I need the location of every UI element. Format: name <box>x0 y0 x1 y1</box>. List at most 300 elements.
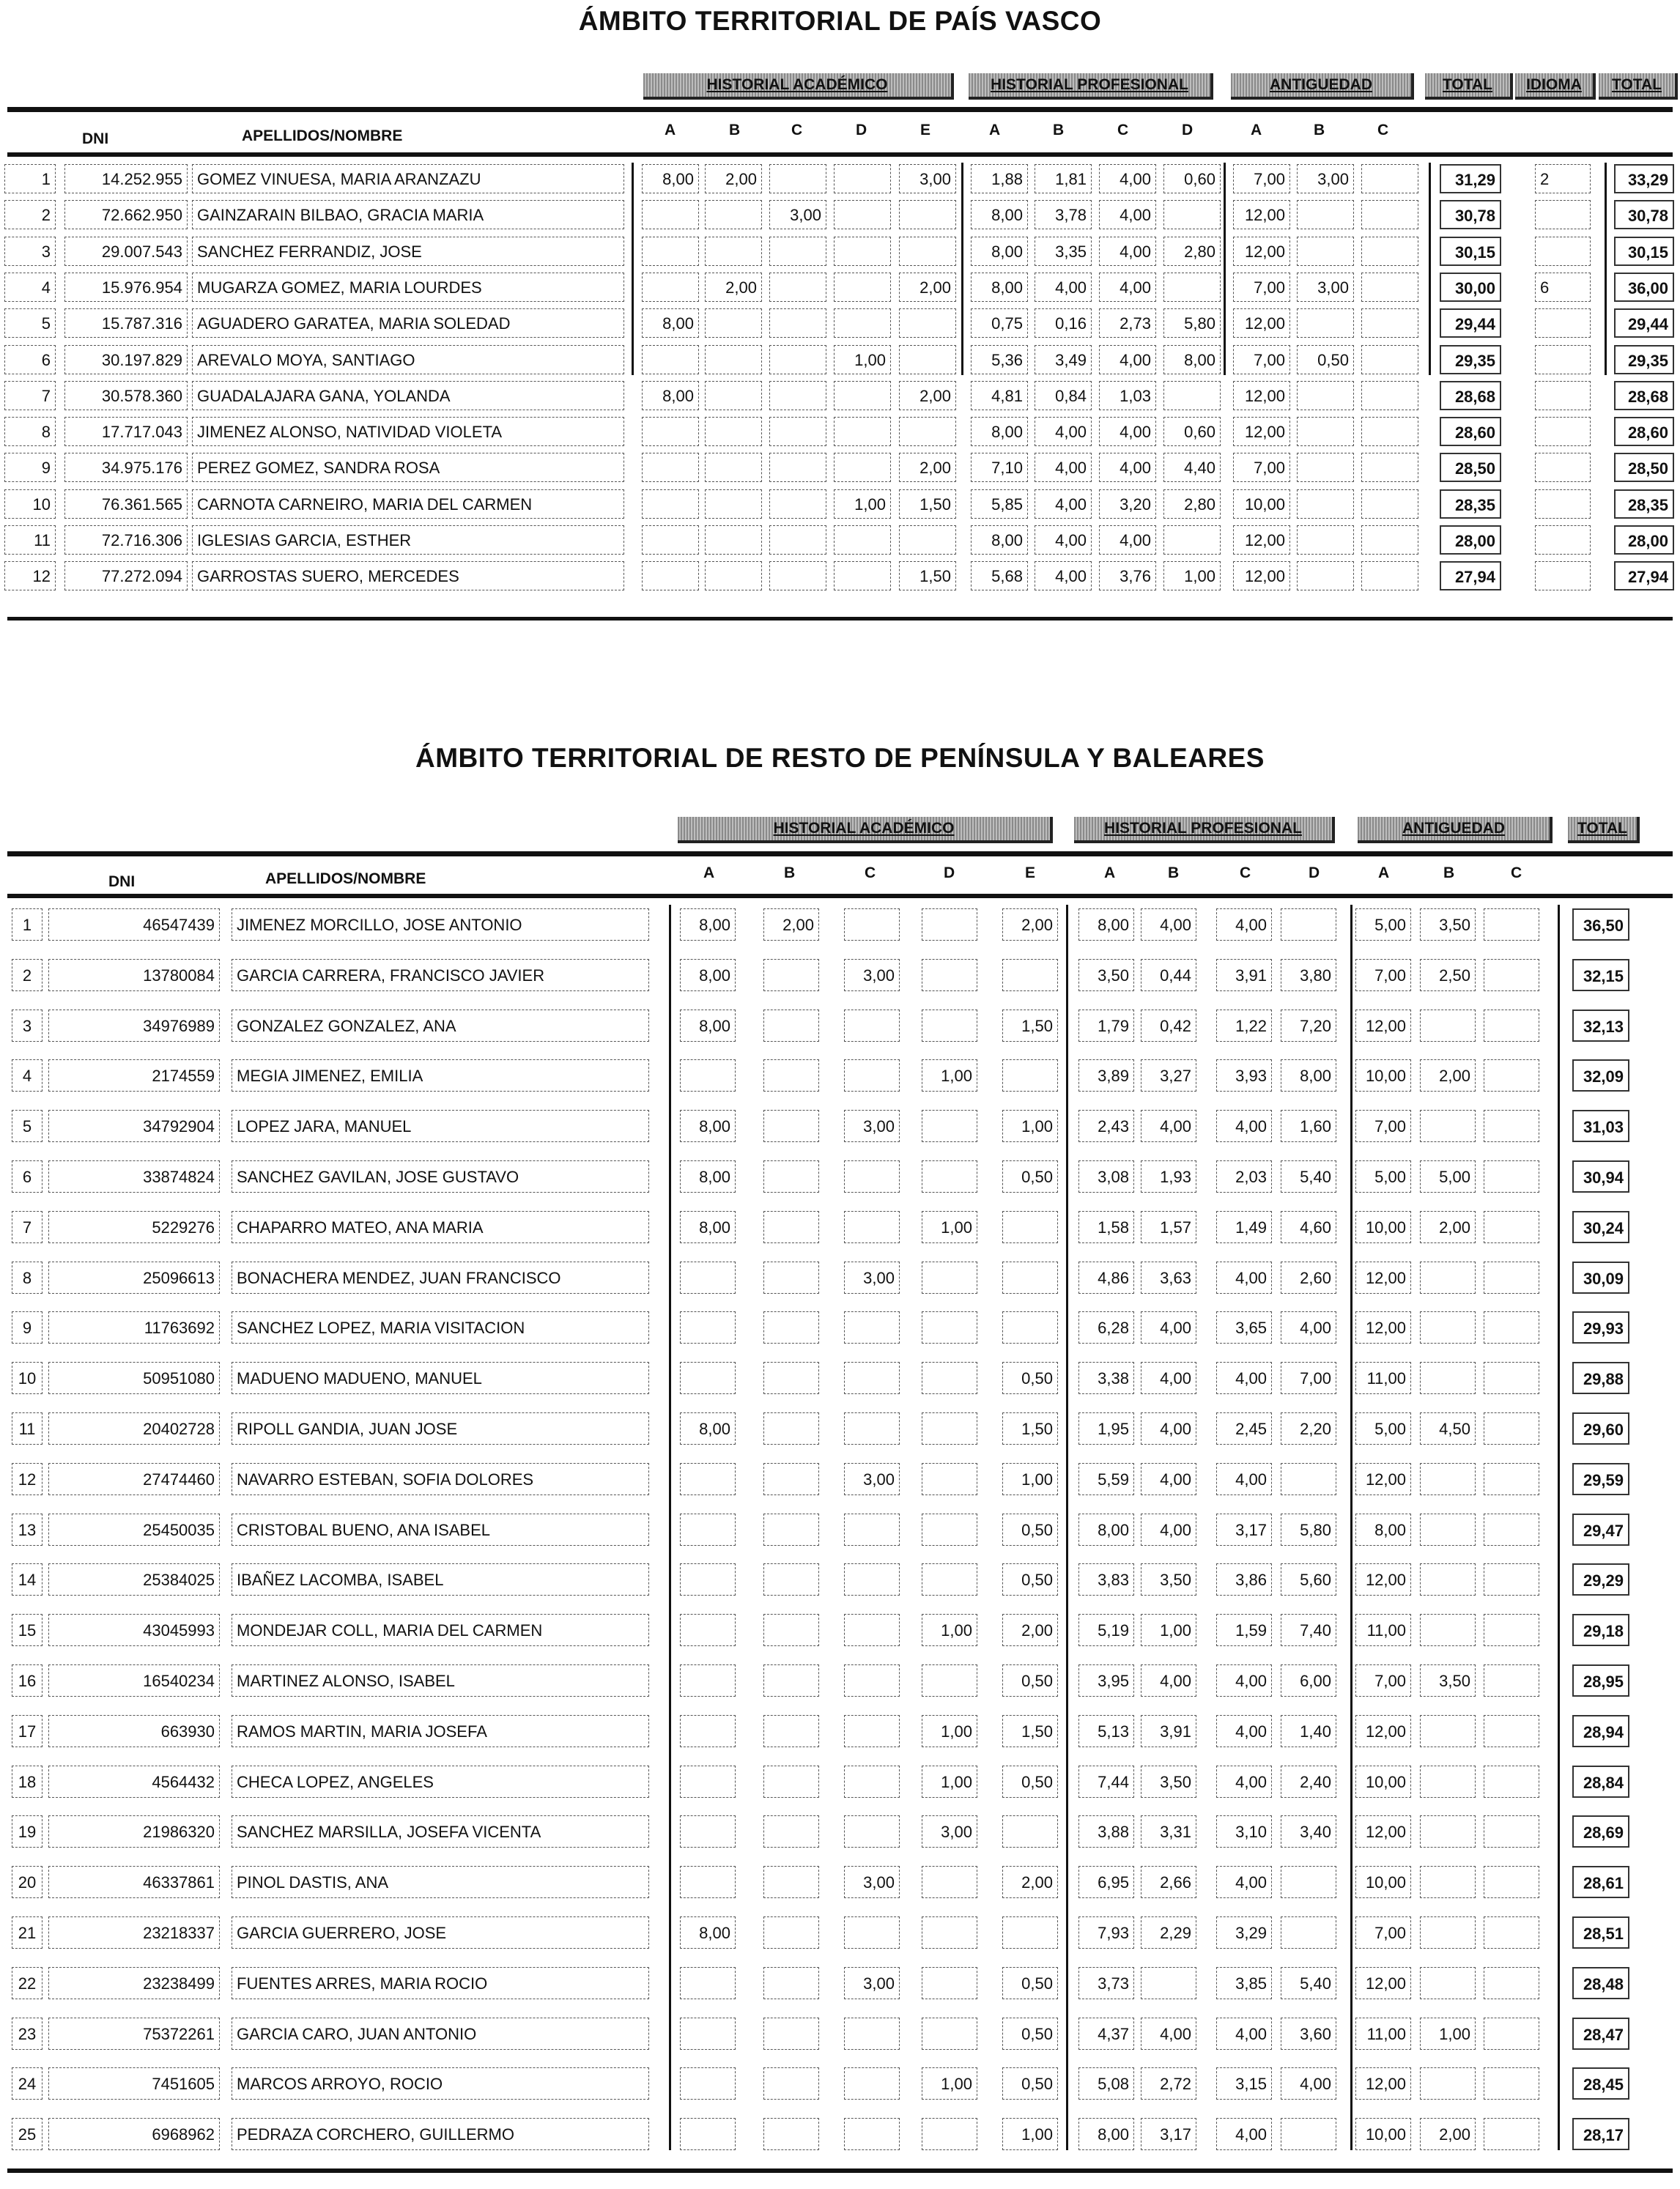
antiguedad-cell-b <box>1420 1916 1476 1949</box>
total-cell: 36,50 <box>1572 908 1629 941</box>
profesional-cell-c: 4,00 <box>1099 453 1156 482</box>
academico-cell-b <box>705 525 762 555</box>
antiguedad-cell-b <box>1420 1010 1476 1042</box>
profesional-cell-b: 2,72 <box>1141 2067 1196 2100</box>
antiguedad-cell-a: 10,00 <box>1233 489 1290 519</box>
name-cell: MONDEJAR COLL, MARIA DEL CARMEN <box>232 1614 649 1646</box>
row-number: 13 <box>12 1514 42 1546</box>
antiguedad-cell-b <box>1420 1514 1476 1546</box>
academico-cell-d: 1,00 <box>922 1715 977 1747</box>
antiguedad-cell-b <box>1297 308 1354 338</box>
antiguedad-cell-c <box>1361 273 1418 302</box>
profesional-cell-d <box>1281 908 1336 941</box>
antiguedad-cell-a: 7,00 <box>1355 1916 1411 1949</box>
antiguedad-cell-a: 12,00 <box>1355 2067 1411 2100</box>
row-number: 2 <box>4 200 56 229</box>
academico-cell-e <box>1002 1916 1058 1949</box>
academico-cell-e: 1,50 <box>1002 1010 1058 1042</box>
column-header-ha-d: D <box>856 122 867 138</box>
antiguedad-cell-b <box>1420 1262 1476 1294</box>
academico-cell-e: 1,00 <box>1002 2118 1058 2150</box>
total-cell: 28,95 <box>1572 1664 1629 1697</box>
total-cell: 29,88 <box>1572 1362 1629 1394</box>
total-cell: 28,51 <box>1572 1916 1629 1949</box>
academico-cell-a <box>680 1514 736 1546</box>
academico-cell-a: 8,00 <box>642 164 699 193</box>
section-end-rule <box>7 2168 1673 2173</box>
profesional-cell-a: 8,00 <box>971 200 1028 229</box>
antiguedad-cell-c <box>1484 1563 1539 1596</box>
total-cell: 31,29 <box>1440 164 1501 193</box>
table-row <box>0 1059 1680 1092</box>
column-header-hp-c: C <box>1240 864 1251 881</box>
profesional-cell-d: 2,80 <box>1163 489 1221 519</box>
antiguedad-cell-c <box>1361 237 1418 266</box>
antiguedad-cell-a: 12,00 <box>1233 525 1290 555</box>
profesional-cell-b: 1,81 <box>1035 164 1092 193</box>
antiguedad-cell-a: 7,00 <box>1355 959 1411 991</box>
table-row <box>0 308 1680 338</box>
academico-cell-d <box>922 1010 977 1042</box>
row-number: 24 <box>12 2067 42 2100</box>
column-header-ha-e: E <box>1025 864 1036 881</box>
total-cell: 30,24 <box>1572 1211 1629 1243</box>
academico-cell-c <box>844 1362 900 1394</box>
academico-cell-b <box>763 1866 819 1898</box>
antiguedad-cell-c <box>1484 1160 1539 1193</box>
academico-cell-c: 3,00 <box>844 1967 900 1999</box>
row-number: 5 <box>12 1110 42 1142</box>
row-number: 22 <box>12 1967 42 1999</box>
profesional-cell-c: 4,00 <box>1216 1766 1272 1798</box>
academico-cell-a: 8,00 <box>680 908 736 941</box>
profesional-cell-d: 4,40 <box>1163 453 1221 482</box>
total-cell: 31,03 <box>1572 1110 1629 1142</box>
academico-cell-c: 3,00 <box>844 1262 900 1294</box>
profesional-cell-c: 4,00 <box>1216 2018 1272 2050</box>
profesional-cell-a: 5,13 <box>1078 1715 1134 1747</box>
academico-cell-a <box>680 1362 736 1394</box>
row-number: 17 <box>12 1715 42 1747</box>
row-number: 7 <box>12 1211 42 1243</box>
academico-cell-a <box>642 200 699 229</box>
dni-cell: 75372261 <box>48 2018 220 2050</box>
total-cell: 28,94 <box>1572 1715 1629 1747</box>
antiguedad-cell-c <box>1484 1463 1539 1495</box>
row-number: 1 <box>4 164 56 193</box>
profesional-cell-c: 4,00 <box>1099 237 1156 266</box>
column-header-dni: DNI <box>108 873 136 890</box>
antiguedad-cell-c <box>1484 908 1539 941</box>
antiguedad-cell-c <box>1484 1412 1539 1445</box>
row-number: 21 <box>12 1916 42 1949</box>
academico-cell-e: 0,50 <box>1002 2067 1058 2100</box>
profesional-cell-c: 4,00 <box>1099 525 1156 555</box>
antiguedad-cell-b <box>1420 1614 1476 1646</box>
dni-cell: 34792904 <box>48 1110 220 1142</box>
profesional-cell-a: 3,73 <box>1078 1967 1134 1999</box>
group-header-total: TOTAL <box>1568 817 1640 843</box>
profesional-cell-b: 1,57 <box>1141 1211 1196 1243</box>
academico-cell-a <box>680 1967 736 1999</box>
antiguedad-cell-b <box>1420 1563 1476 1596</box>
profesional-cell-d: 5,80 <box>1281 1514 1336 1546</box>
academico-cell-c <box>769 308 826 338</box>
profesional-cell-d: 1,60 <box>1281 1110 1336 1142</box>
profesional-cell-b: 0,44 <box>1141 959 1196 991</box>
name-cell: JIMENEZ ALONSO, NATIVIDAD VIOLETA <box>192 417 624 446</box>
table-row <box>0 1211 1680 1243</box>
academico-cell-d <box>922 1362 977 1394</box>
academico-cell-e: 0,50 <box>1002 2018 1058 2050</box>
antiguedad-cell-b <box>1420 1715 1476 1747</box>
academico-cell-b <box>705 237 762 266</box>
antiguedad-cell-c <box>1484 2018 1539 2050</box>
academico-cell-b <box>763 1211 819 1243</box>
column-header-an-a: A <box>1251 122 1262 138</box>
row-number: 2 <box>12 959 42 991</box>
antiguedad-cell-b <box>1420 2067 1476 2100</box>
profesional-cell-d: 0,60 <box>1163 417 1221 446</box>
profesional-cell-c: 4,00 <box>1216 1362 1272 1394</box>
profesional-cell-c: 2,03 <box>1216 1160 1272 1193</box>
name-cell: GARCIA CARRERA, FRANCISCO JAVIER <box>232 959 649 991</box>
profesional-cell-b: 3,49 <box>1035 345 1092 374</box>
academico-cell-a <box>680 1059 736 1092</box>
academico-cell-c: 3,00 <box>844 1866 900 1898</box>
academico-cell-c <box>844 2067 900 2100</box>
table-row <box>0 345 1680 374</box>
academico-cell-a <box>680 1766 736 1798</box>
profesional-cell-d <box>1281 1866 1336 1898</box>
academico-cell-a: 8,00 <box>680 1010 736 1042</box>
academico-cell-c <box>844 1916 900 1949</box>
antiguedad-cell-c <box>1484 1362 1539 1394</box>
academico-cell-a: 8,00 <box>642 381 699 410</box>
profesional-cell-d <box>1281 2118 1336 2150</box>
idioma-cell: 2 <box>1535 164 1591 193</box>
name-cell: GARCIA GUERRERO, JOSE <box>232 1916 649 1949</box>
antiguedad-cell-b: 5,00 <box>1420 1160 1476 1193</box>
column-header-ha-a: A <box>665 122 676 138</box>
name-cell: CHECA LOPEZ, ANGELES <box>232 1766 649 1798</box>
table-row <box>0 1766 1680 1798</box>
total-cell: 30,78 <box>1440 200 1501 229</box>
group-header-idioma: IDIOMA <box>1515 73 1596 100</box>
profesional-cell-a: 7,44 <box>1078 1766 1134 1798</box>
academico-cell-b <box>763 1059 819 1092</box>
academico-cell-e: 1,50 <box>1002 1412 1058 1445</box>
antiguedad-cell-b: 0,50 <box>1297 345 1354 374</box>
academico-cell-e <box>1002 1059 1058 1092</box>
profesional-cell-a: 5,85 <box>971 489 1028 519</box>
antiguedad-cell-b: 3,00 <box>1297 273 1354 302</box>
academico-cell-e <box>899 308 956 338</box>
profesional-cell-c: 3,65 <box>1216 1311 1272 1344</box>
profesional-cell-c: 4,00 <box>1216 1262 1272 1294</box>
profesional-cell-d: 8,00 <box>1281 1059 1336 1092</box>
dni-cell: 20402728 <box>48 1412 220 1445</box>
name-cell: GONZALEZ GONZALEZ, ANA <box>232 1010 649 1042</box>
academico-cell-a: 8,00 <box>680 1412 736 1445</box>
profesional-cell-b: 2,29 <box>1141 1916 1196 1949</box>
profesional-cell-b: 0,42 <box>1141 1010 1196 1042</box>
idioma-cell <box>1535 525 1591 555</box>
column-header-ha-d: D <box>944 864 955 881</box>
profesional-cell-c: 4,00 <box>1216 1715 1272 1747</box>
academico-cell-e: 1,50 <box>899 489 956 519</box>
profesional-cell-b: 4,00 <box>1035 525 1092 555</box>
dni-cell: 34.975.176 <box>64 453 188 482</box>
antiguedad-cell-c <box>1484 1664 1539 1697</box>
academico-cell-b <box>763 1967 819 1999</box>
academico-cell-c <box>844 1412 900 1445</box>
academico-cell-a <box>680 1311 736 1344</box>
row-number: 6 <box>4 345 56 374</box>
name-cell: SANCHEZ LOPEZ, MARIA VISITACION <box>232 1311 649 1344</box>
column-header-ha-e: E <box>920 122 931 138</box>
antiguedad-cell-c <box>1361 308 1418 338</box>
row-number: 12 <box>12 1463 42 1495</box>
academico-cell-c <box>844 1614 900 1646</box>
column-header-hp-a: A <box>1104 864 1116 881</box>
academico-cell-a <box>642 561 699 590</box>
profesional-cell-b: 4,00 <box>1141 908 1196 941</box>
profesional-cell-a: 8,00 <box>971 237 1028 266</box>
academico-cell-d <box>922 1866 977 1898</box>
header-rule-top <box>7 851 1673 856</box>
academico-cell-b <box>763 1715 819 1747</box>
dni-cell: 7451605 <box>48 2067 220 2100</box>
profesional-cell-b: 3,35 <box>1035 237 1092 266</box>
dni-cell: 25096613 <box>48 1262 220 1294</box>
total-cell: 28,61 <box>1572 1866 1629 1898</box>
total-cell: 28,48 <box>1572 1967 1629 1999</box>
academico-cell-d <box>922 1262 977 1294</box>
profesional-cell-d <box>1163 381 1221 410</box>
antiguedad-cell-c <box>1484 959 1539 991</box>
dni-cell: 14.252.955 <box>64 164 188 193</box>
antiguedad-cell-b: 3,50 <box>1420 908 1476 941</box>
academico-cell-c <box>844 1311 900 1344</box>
antiguedad-cell-a: 7,00 <box>1233 345 1290 374</box>
academico-cell-a: 8,00 <box>642 308 699 338</box>
profesional-cell-a: 5,59 <box>1078 1463 1134 1495</box>
dni-cell: 23218337 <box>48 1916 220 1949</box>
table-row <box>0 561 1680 590</box>
table-row <box>0 489 1680 519</box>
antiguedad-cell-a: 12,00 <box>1233 308 1290 338</box>
table-row <box>0 1160 1680 1193</box>
total-cell: 29,47 <box>1572 1514 1629 1546</box>
academico-cell-c <box>769 561 826 590</box>
profesional-cell-a: 5,19 <box>1078 1614 1134 1646</box>
academico-cell-b <box>705 561 762 590</box>
antiguedad-cell-b <box>1420 1362 1476 1394</box>
row-number: 6 <box>12 1160 42 1193</box>
academico-cell-d: 1,00 <box>834 345 891 374</box>
column-header-hp-a: A <box>989 122 1001 138</box>
total-final-cell: 33,29 <box>1614 164 1674 193</box>
profesional-cell-c: 4,00 <box>1099 345 1156 374</box>
row-number: 20 <box>12 1866 42 1898</box>
academico-cell-b <box>705 417 762 446</box>
academico-cell-e: 2,00 <box>1002 1614 1058 1646</box>
academico-cell-e: 3,00 <box>899 164 956 193</box>
column-header-ha-c: C <box>791 122 803 138</box>
academico-cell-d <box>834 561 891 590</box>
academico-cell-c <box>844 1059 900 1092</box>
row-number: 4 <box>12 1059 42 1092</box>
profesional-cell-a: 8,00 <box>1078 2118 1134 2150</box>
dni-cell: 23238499 <box>48 1967 220 1999</box>
total-cell: 29,60 <box>1572 1412 1629 1445</box>
profesional-cell-b: 0,16 <box>1035 308 1092 338</box>
table-row <box>0 959 1680 991</box>
antiguedad-cell-b <box>1297 237 1354 266</box>
idioma-cell: 6 <box>1535 273 1591 302</box>
separator-total <box>1429 163 1431 375</box>
academico-cell-b <box>763 1614 819 1646</box>
academico-cell-a <box>680 1866 736 1898</box>
profesional-cell-b: 4,00 <box>1141 1110 1196 1142</box>
academico-cell-d <box>922 1412 977 1445</box>
total-final-cell: 27,94 <box>1614 561 1674 590</box>
profesional-cell-c: 1,59 <box>1216 1614 1272 1646</box>
academico-cell-a <box>680 1664 736 1697</box>
total-final-cell: 28,00 <box>1614 525 1674 555</box>
academico-cell-d <box>834 381 891 410</box>
table-row <box>0 1412 1680 1445</box>
academico-cell-a <box>642 525 699 555</box>
dni-cell: 6968962 <box>48 2118 220 2150</box>
academico-cell-e: 2,00 <box>899 453 956 482</box>
total-cell: 28,50 <box>1440 453 1501 482</box>
table-row <box>0 908 1680 941</box>
row-number: 5 <box>4 308 56 338</box>
academico-cell-b <box>763 1916 819 1949</box>
name-cell: SANCHEZ MARSILLA, JOSEFA VICENTA <box>232 1815 649 1848</box>
antiguedad-cell-c <box>1484 1614 1539 1646</box>
academico-cell-d <box>922 1160 977 1193</box>
column-header-ha-a: A <box>703 864 715 881</box>
profesional-cell-b: 3,78 <box>1035 200 1092 229</box>
name-cell: MARTINEZ ALONSO, ISABEL <box>232 1664 649 1697</box>
profesional-cell-b: 4,00 <box>1035 453 1092 482</box>
antiguedad-cell-b <box>1297 561 1354 590</box>
profesional-cell-d: 4,60 <box>1281 1211 1336 1243</box>
academico-cell-b <box>763 1412 819 1445</box>
antiguedad-cell-c <box>1484 1059 1539 1092</box>
section-title: ÁMBITO TERRITORIAL DE PAÍS VASCO <box>578 6 1102 36</box>
name-cell: PEREZ GOMEZ, SANDRA ROSA <box>192 453 624 482</box>
total-final-cell: 28,50 <box>1614 453 1674 482</box>
profesional-cell-c: 3,93 <box>1216 1059 1272 1092</box>
academico-cell-d: 1,00 <box>922 1059 977 1092</box>
academico-cell-a: 8,00 <box>680 959 736 991</box>
academico-cell-a <box>642 345 699 374</box>
antiguedad-cell-c <box>1484 1514 1539 1546</box>
academico-cell-b: 2,00 <box>763 908 819 941</box>
antiguedad-cell-b: 3,00 <box>1297 164 1354 193</box>
profesional-cell-c: 3,15 <box>1216 2067 1272 2100</box>
academico-cell-c <box>769 525 826 555</box>
profesional-cell-d: 0,60 <box>1163 164 1221 193</box>
dni-cell: 43045993 <box>48 1614 220 1646</box>
dni-cell: 29.007.543 <box>64 237 188 266</box>
idioma-cell <box>1535 489 1591 519</box>
academico-cell-c <box>769 417 826 446</box>
profesional-cell-d: 7,00 <box>1281 1362 1336 1394</box>
dni-cell: 50951080 <box>48 1362 220 1394</box>
academico-cell-a <box>680 1563 736 1596</box>
name-cell: AGUADERO GARATEA, MARIA SOLEDAD <box>192 308 624 338</box>
academico-cell-a <box>680 2067 736 2100</box>
total-cell: 28,00 <box>1440 525 1501 555</box>
name-cell: MARCOS ARROYO, ROCIO <box>232 2067 649 2100</box>
header-rule-bottom <box>7 152 1673 157</box>
profesional-cell-b: 3,27 <box>1141 1059 1196 1092</box>
profesional-cell-a: 8,00 <box>1078 1514 1134 1546</box>
academico-cell-d <box>922 1110 977 1142</box>
profesional-cell-c: 3,85 <box>1216 1967 1272 1999</box>
profesional-cell-a: 6,28 <box>1078 1311 1134 1344</box>
profesional-cell-a: 3,38 <box>1078 1362 1134 1394</box>
antiguedad-cell-a: 5,00 <box>1355 1412 1411 1445</box>
row-number: 10 <box>12 1362 42 1394</box>
row-number: 8 <box>12 1262 42 1294</box>
academico-cell-e: 2,00 <box>899 273 956 302</box>
academico-cell-c <box>844 1211 900 1243</box>
name-cell: RAMOS MARTIN, MARIA JOSEFA <box>232 1715 649 1747</box>
antiguedad-cell-a: 12,00 <box>1233 200 1290 229</box>
antiguedad-cell-c <box>1361 381 1418 410</box>
academico-cell-c <box>769 381 826 410</box>
column-header-ha-b: B <box>729 122 741 138</box>
academico-cell-d <box>922 1967 977 1999</box>
idioma-cell <box>1535 237 1591 266</box>
total-cell: 28,47 <box>1572 2018 1629 2050</box>
academico-cell-d <box>834 453 891 482</box>
academico-cell-c <box>844 1815 900 1848</box>
antiguedad-cell-b <box>1297 417 1354 446</box>
academico-cell-d <box>834 525 891 555</box>
academico-cell-c: 3,00 <box>844 1463 900 1495</box>
academico-cell-c <box>844 1160 900 1193</box>
profesional-cell-b: 3,91 <box>1141 1715 1196 1747</box>
group-header-bar <box>0 817 1680 843</box>
total-cell: 28,69 <box>1572 1815 1629 1848</box>
profesional-cell-d: 7,40 <box>1281 1614 1336 1646</box>
table-row <box>0 2118 1680 2150</box>
idioma-cell <box>1535 561 1591 590</box>
profesional-cell-d: 2,60 <box>1281 1262 1336 1294</box>
academico-cell-e: 1,50 <box>899 561 956 590</box>
row-number: 11 <box>12 1412 42 1445</box>
profesional-cell-c: 4,00 <box>1216 1664 1272 1697</box>
table-row <box>0 1664 1680 1697</box>
name-cell: NAVARRO ESTEBAN, SOFIA DOLORES <box>232 1463 649 1495</box>
academico-cell-b <box>763 1815 819 1848</box>
name-cell: AREVALO MOYA, SANTIAGO <box>192 345 624 374</box>
antiguedad-cell-a: 12,00 <box>1355 1715 1411 1747</box>
academico-cell-a <box>680 2018 736 2050</box>
academico-cell-d <box>922 1463 977 1495</box>
academico-cell-d <box>834 200 891 229</box>
table-row <box>0 164 1680 193</box>
total-cell: 29,93 <box>1572 1311 1629 1344</box>
name-cell: RIPOLL GANDIA, JUAN JOSE <box>232 1412 649 1445</box>
